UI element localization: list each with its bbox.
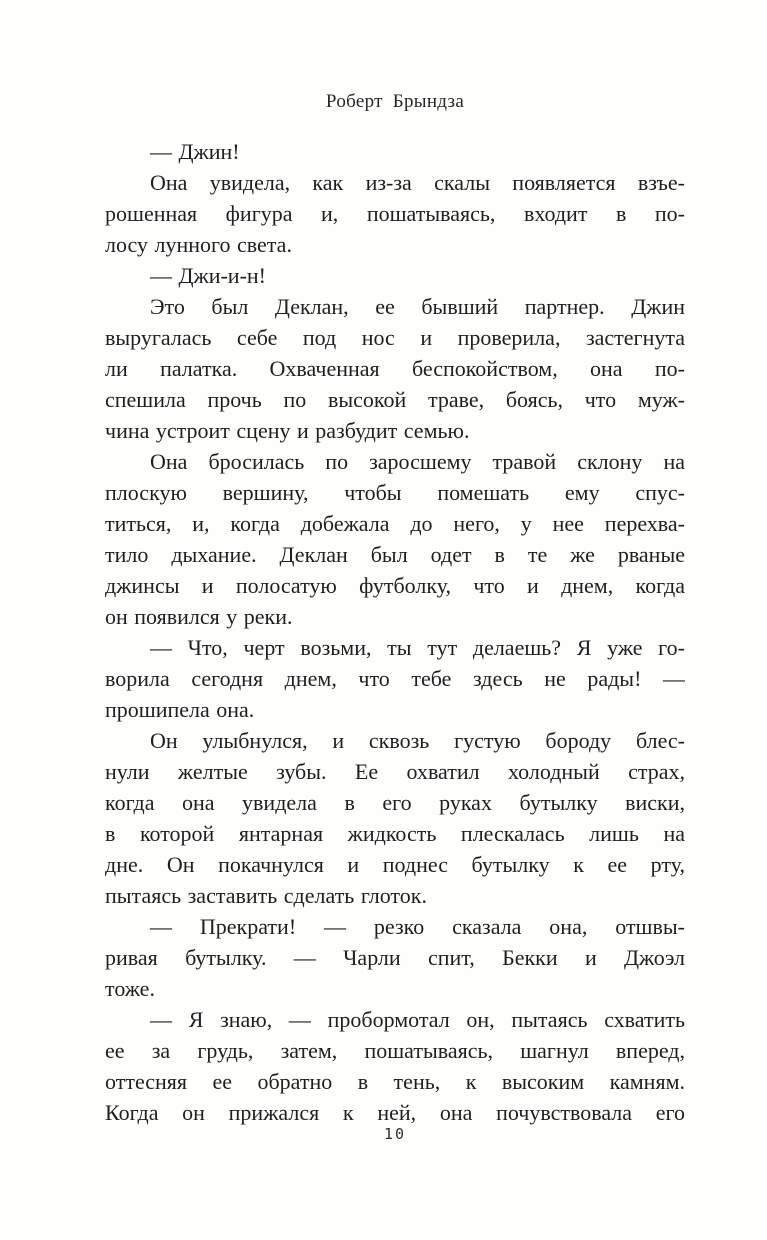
text-line: спешила прочь по высокой траве, боясь, что муж- xyxy=(105,387,685,412)
running-header-author: Роберт Брындза xyxy=(325,91,465,112)
paragraph xyxy=(105,167,685,260)
text-line: прошипела она. xyxy=(105,697,255,722)
text-line: титься, и, когда добежала до него, у нее перехва- xyxy=(105,511,685,536)
text-line: — Прекрати! — резко сказала она, отшвы- xyxy=(150,914,685,939)
text-line: рошенная фигура и, пошатываясь, входит в по- xyxy=(105,201,685,226)
text-line: плоскую вершину, чтобы помешать ему спус- xyxy=(105,480,685,505)
paragraph xyxy=(105,725,685,911)
paragraph xyxy=(105,1004,685,1128)
text-line: он появился у реки. xyxy=(105,604,293,629)
text-line: дне. Он покачнулся и поднес бутылку к ее рту, xyxy=(105,852,685,877)
paragraph xyxy=(105,136,685,167)
text-line: — Что, черт возьми, ты тут делаешь? Я уже го- xyxy=(150,635,685,660)
paragraph xyxy=(105,291,685,446)
page-number: 10 xyxy=(383,1125,407,1143)
text-line: лосу лунного света. xyxy=(105,232,292,257)
paragraph xyxy=(105,446,685,632)
text-line: оттесняя ее обратно в тень, к высоким камням. xyxy=(105,1069,685,1094)
text-line: джинсы и полосатую футболку, что и днем, когда xyxy=(105,573,685,598)
text-line: в которой янтарная жидкость плескалась лишь на xyxy=(105,821,685,846)
text-line: ривая бутылку. — Чарли спит, Бекки и Джоэл xyxy=(105,945,685,970)
text-line: тило дыхание. Деклан был одет в те же рваные xyxy=(105,542,685,567)
text-line: — Джин! xyxy=(150,139,240,164)
text-line: ее за грудь, затем, пошатываясь, шагнул вперед, xyxy=(105,1038,685,1063)
text-line: Это был Деклан, ее бывший партнер. Джин xyxy=(150,294,685,319)
text-line: нули желтые зубы. Ее охватил холодный страх, xyxy=(105,759,685,784)
text-line: когда она увидела в его руках бутылку виски, xyxy=(105,790,685,815)
text-line: ворила сегодня днем, что тебе здесь не рады! — xyxy=(105,666,685,691)
text-line: ли палатка. Охваченная беспокойством, она по- xyxy=(105,356,685,381)
text-line: Он улыбнулся, и сквозь густую бороду блес- xyxy=(150,728,685,753)
text-line: Когда он прижался к ней, она почувствовала его xyxy=(105,1100,685,1125)
body-text xyxy=(105,136,685,1128)
paragraph xyxy=(105,911,685,1004)
paragraph xyxy=(105,260,685,291)
text-line: пытаясь заставить сделать глоток. xyxy=(105,883,427,908)
text-line: чина устроит сцену и разбудит семью. xyxy=(105,418,470,443)
paragraph xyxy=(105,632,685,725)
text-line: — Я знаю, — пробормотал он, пытаясь схватить xyxy=(150,1007,685,1032)
text-line: выругалась себе под нос и проверила, застегнута xyxy=(105,325,685,350)
text-line: тоже. xyxy=(105,976,155,1001)
text-line: — Джи-и-н! xyxy=(150,263,267,288)
text-line: Она увидела, как из-за скалы появляется взъе- xyxy=(150,170,685,195)
text-line: Она бросилась по заросшему травой склону на xyxy=(150,449,685,474)
